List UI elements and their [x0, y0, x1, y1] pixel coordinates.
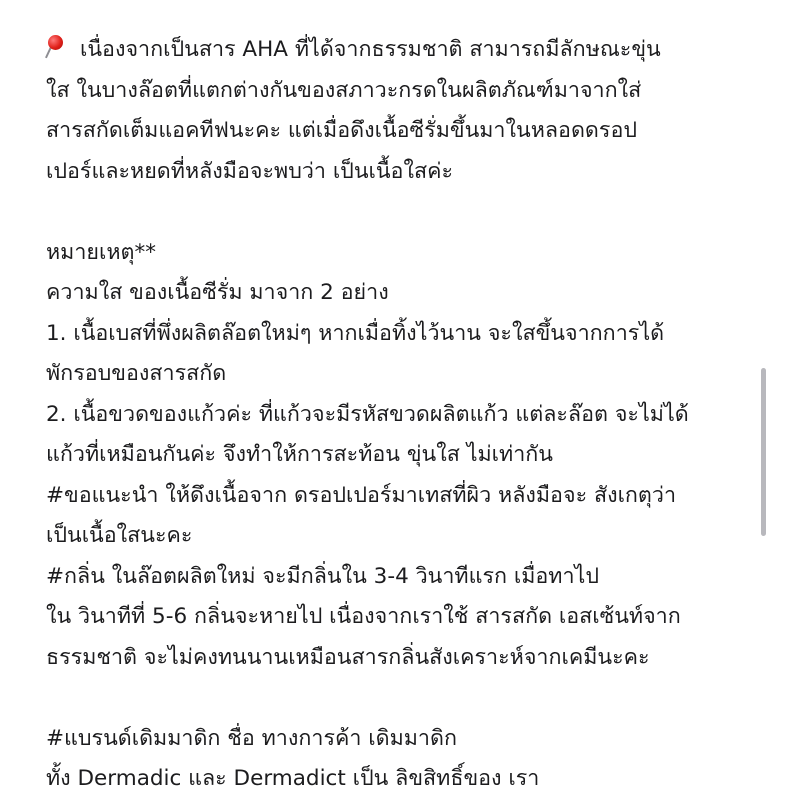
brand-line: #แบรนด์เดิมมาดิก ชื่อ ทางการค้า เดิมมาดิก	[46, 725, 457, 751]
note-line: ใน วินาทีที่ 5-6 กลิ่นจะหายไป เนื่องจากเราใช้ สารสกัด เอสเซ้นท์จาก	[46, 604, 681, 629]
note-line: ธรรมชาติ จะไม่คงทนนานเหมือนสารกลิ่นสังเคราะห์จากเคมีนะคะ	[46, 644, 650, 670]
note-line: 2. เนื้อขวดของแก้วค่ะ ที่แก้วจะมีรหัสขวดผลิตแก้ว แต่ละล๊อต จะไม่ได้	[46, 401, 689, 427]
paragraph-line: เปอร์และหยดที่หลังมือจะพบว่า เป็นเนื้อใสค่ะ	[46, 158, 454, 184]
note-line: #กลิ่น ในล๊อตผลิตใหม่ จะมีกลิ่นใน 3-4 วินาทีแรก เมื่อทาไป	[46, 563, 599, 589]
paragraph-line: ใส ในบางล๊อตที่แตกต่างกันของสภาวะกรดในผลิตภัณฑ์มาจากใส่	[46, 77, 642, 103]
paragraph-line: สารสกัดเต็มแอคทีฟนะคะ แต่เมื่อดึงเนื้อซีรั่มขึ้นมาในหลอดดรอป	[46, 118, 637, 143]
note-line: ความใส ของเนื้อซีรั่ม มาจาก 2 อย่าง	[46, 280, 389, 305]
spacer	[46, 678, 756, 719]
spacer	[46, 192, 756, 233]
paragraph-line: เนื่องจากเป็นสาร AHA ที่ได้จากธรรมชาติ สามารถมีลักษณะขุ่น	[46, 30, 756, 71]
note-line: แก้วที่เหมือนกันค่ะ จึงทำให้การสะท้อน ขุ่นใส ไม่เท่ากัน	[46, 442, 553, 467]
brand-line: ทั้ง Dermadic และ Dermadict เป็น ลิขสิทธิ์ของ เรา	[46, 766, 540, 791]
note-line: 1. เนื้อเบสที่พึ่งผลิตล๊อตใหม่ๆ หากเมื่อทิ้งไว้นาน จะใสขึ้นจากการได้	[46, 320, 665, 346]
note-line: #ขอแนะนำ ให้ดึงเนื้อจาก ดรอปเปอร์มาเทสที่ผิว หลังมือจะ สังเกตุว่า	[46, 482, 677, 508]
round-pushpin-icon	[46, 34, 68, 60]
note-line: เป็นเนื้อใสนะคะ	[46, 523, 193, 548]
note-title: หมายเหตุ**	[46, 239, 156, 265]
note-line: พักรอบของสารสกัด	[46, 361, 227, 386]
vertical-scrollbar[interactable]	[761, 368, 766, 536]
message-body	[46, 30, 756, 800]
